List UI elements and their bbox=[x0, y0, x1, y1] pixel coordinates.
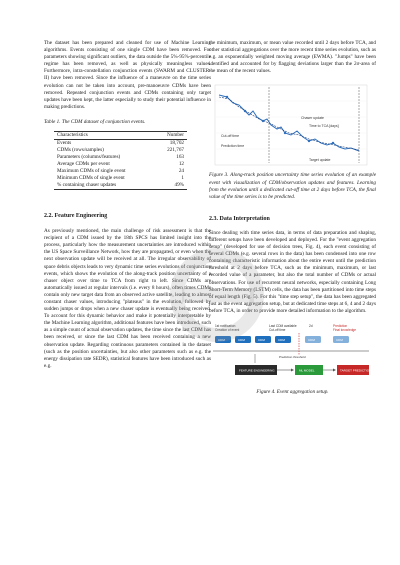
table-row bbox=[54, 175, 187, 182]
table-row bbox=[54, 161, 187, 168]
table-row bbox=[54, 154, 187, 161]
target-prediction-label: TARGET PREDICTION bbox=[340, 368, 372, 373]
cutoff-label: Cut-off time bbox=[221, 134, 240, 139]
table-cell: Maximum CDMs of single event bbox=[57, 168, 126, 175]
ml-model-label: ML MODEL bbox=[299, 368, 315, 373]
table-header-cell: Characteristics bbox=[54, 132, 164, 140]
figure-3 bbox=[209, 81, 376, 169]
timeline-label: Prediction threshold bbox=[279, 354, 306, 359]
table-cell: Average CDMs per event bbox=[57, 161, 110, 168]
header-label: Prediction bbox=[333, 323, 348, 328]
table-cell: Events bbox=[57, 140, 72, 147]
feature-engineering-label: FEATURE ENGINEERING bbox=[239, 368, 275, 373]
table-cell: 18,702 bbox=[169, 140, 184, 147]
cdm-box-label: CDM bbox=[336, 337, 343, 342]
cdm-dataset-table bbox=[54, 131, 187, 190]
figure-4-caption: Figure 4. Event aggregation setup. bbox=[256, 388, 329, 395]
table-row bbox=[54, 182, 187, 190]
plot-frame bbox=[215, 85, 367, 165]
table-cell: 163 bbox=[176, 154, 184, 161]
table-cell: 12 bbox=[178, 161, 184, 168]
header-label: 2d bbox=[309, 323, 313, 328]
table-caption: Table 1. The CDM dataset of conjunction events. bbox=[44, 118, 146, 125]
arrow-head bbox=[333, 368, 336, 371]
table-header-cell: Number bbox=[164, 132, 187, 140]
header-sublabel: Cut-off time bbox=[269, 327, 286, 332]
cdm-box-label: CDM bbox=[258, 337, 265, 342]
event-aggregation-diagram bbox=[209, 321, 376, 387]
cdm-box-label: CDM bbox=[238, 337, 245, 342]
header-sublabel: Final knowledge bbox=[333, 327, 357, 332]
header-label: 1st notification bbox=[215, 323, 236, 328]
table-header-row bbox=[54, 132, 187, 140]
table-cell: % containing chaser updates bbox=[54, 182, 164, 190]
header-sublabel: Creation of event bbox=[215, 327, 240, 332]
intro-paragraph: The dataset has been prepared and cleaned for use of Machine Learning algorithms. Events consisting of one single CDM have been removed. For parameters showing significant outliers, the data outside the 5%-95%-percentile regime has been removed, as well as physically meaningless values. Furthermore, intra-constellation conjunction events (SWARM and CLUSTER-II) have been removed. Since the influence of a maneuvre on the time series evolution can not be taken into account, pre-manoeuvre CDMs have been removed. Repeated conjunction events and CDMs containing only target updates have been kept, the latter especially to study their potential influence in making predictions. bbox=[44, 40, 211, 110]
table-cell: Parameters (columns/features) bbox=[57, 154, 121, 161]
table-cell: CDMs (rows/samples) bbox=[57, 147, 104, 154]
section-heading-data-interpretation: 2.3. Data Interpretation bbox=[209, 215, 270, 222]
table-cell: 221,767 bbox=[167, 147, 184, 154]
section-heading-feature-engineering: 2.2. Feature Engineering bbox=[44, 213, 108, 220]
target-update-label: Target update bbox=[309, 158, 331, 163]
table-cell: 24 bbox=[178, 168, 184, 175]
table-row bbox=[54, 168, 187, 175]
cdm-box-label: CDM bbox=[308, 337, 315, 342]
header-label: Last CDM available bbox=[269, 323, 297, 328]
figure-4 bbox=[209, 321, 376, 387]
left-column bbox=[44, 40, 211, 370]
chaser-update-label: Chaser update bbox=[301, 116, 324, 121]
arrow-head bbox=[291, 368, 294, 371]
top-paragraph: the minimum, maximum, or mean value recorded until 2 days before TCA, and other statistical aggregations over the more recent time series evolution, such as e.g. an exponentially weighted moving average (EWMA). "Jumps" have been identified and accounted for by flagging deviations larger than the 2σ-area of the mean of the recent values. bbox=[209, 40, 376, 75]
table-cell: Minimum CDMs of single event bbox=[57, 175, 125, 182]
feature-engineering-text: As previously mentioned, the main challenge of risk assessment is that the recipient of a CDM issued by the 18th SPCS has limited insight into the process, particularly how the measurement uncertainties are introduced within the US Space Surveillance Network, how they are propagated, or even when the next observation update will be received at all. The irregular observability of space debris objects leads to very dynamic time series evolutions of conjunction events, which shows the evolution of the along-track position uncertainty of a chaser object over time to TCA from right to left. Since CDMs are automatically issued at regular intervals (i.e. every 8 hours), often times CDMs contain only new target data from an observed active satellite, leading to almost constant chaser values, introducing "plateaus" in the evolution, followed by sudden jumps or drops when a new chaser update is eventually being received. To account for this dynamic behavior and make it potentially interpretable by the Machine Learning algorithm, additional features have been introduced, such as a simple count of actual observation updates, the time since the last CDM has been received, or since the last CDM has been received containing a new observation update. Regarding continuous parameters contained in the dataset (such as the position uncertainties, but also other parameters such as e.g. the energy dissipation rate SEDR), statistical features have been introduced such as e.g. bbox=[44, 228, 211, 369]
table-row bbox=[54, 140, 187, 148]
table-cell: 49% bbox=[164, 182, 187, 190]
cdm-box-label: CDM bbox=[278, 337, 285, 342]
table-cell: 1 bbox=[181, 175, 184, 182]
figure-3-caption: Figure 3. Along-track position uncertainty time series evolution of an example event with visualization of CDM/observation updates and features. Learning from the evolution until a dedicated cut-off time at 2 days before TCA, the final value of the time series is to be predicted. bbox=[209, 172, 376, 200]
time-to-tca-label: Time to TCA [days] bbox=[309, 124, 339, 129]
cdm-sequence bbox=[215, 336, 349, 343]
uncertainty-plot bbox=[209, 81, 376, 169]
data-interpretation-text: Since dealing with time series data, in terms of data preparation and shaping, different setups have been developed and deployed. For the "event aggregation setup" (developed for use of decision trees, Fig. 4), each event consisting of several CDMs (e.g. several rows in the data) has been condensed into one row containing characteristic information about the entire event until the prediction threshold at 2 days before TCA, such as the minimum, maximum, or last recorded value of a parameter, but also the total number of CDMs or actual observations. For use of recurrent neural networks, especially containing Long Short-Term Memory (LSTM) cells, the data has been partitioned into time steps of equal length (Fig. 5). For this "time step setup", the data has been aggregated just as the event aggregation setup, but at dedicated time steps at 6, 4 and 2 days before TCA, in order to provide more detailed information to the algorithm. bbox=[209, 229, 376, 314]
table-row bbox=[54, 147, 187, 154]
right-column bbox=[209, 40, 376, 396]
prediction-label: Prediction time bbox=[221, 144, 245, 149]
cdm-box-label: CDM bbox=[218, 337, 225, 342]
